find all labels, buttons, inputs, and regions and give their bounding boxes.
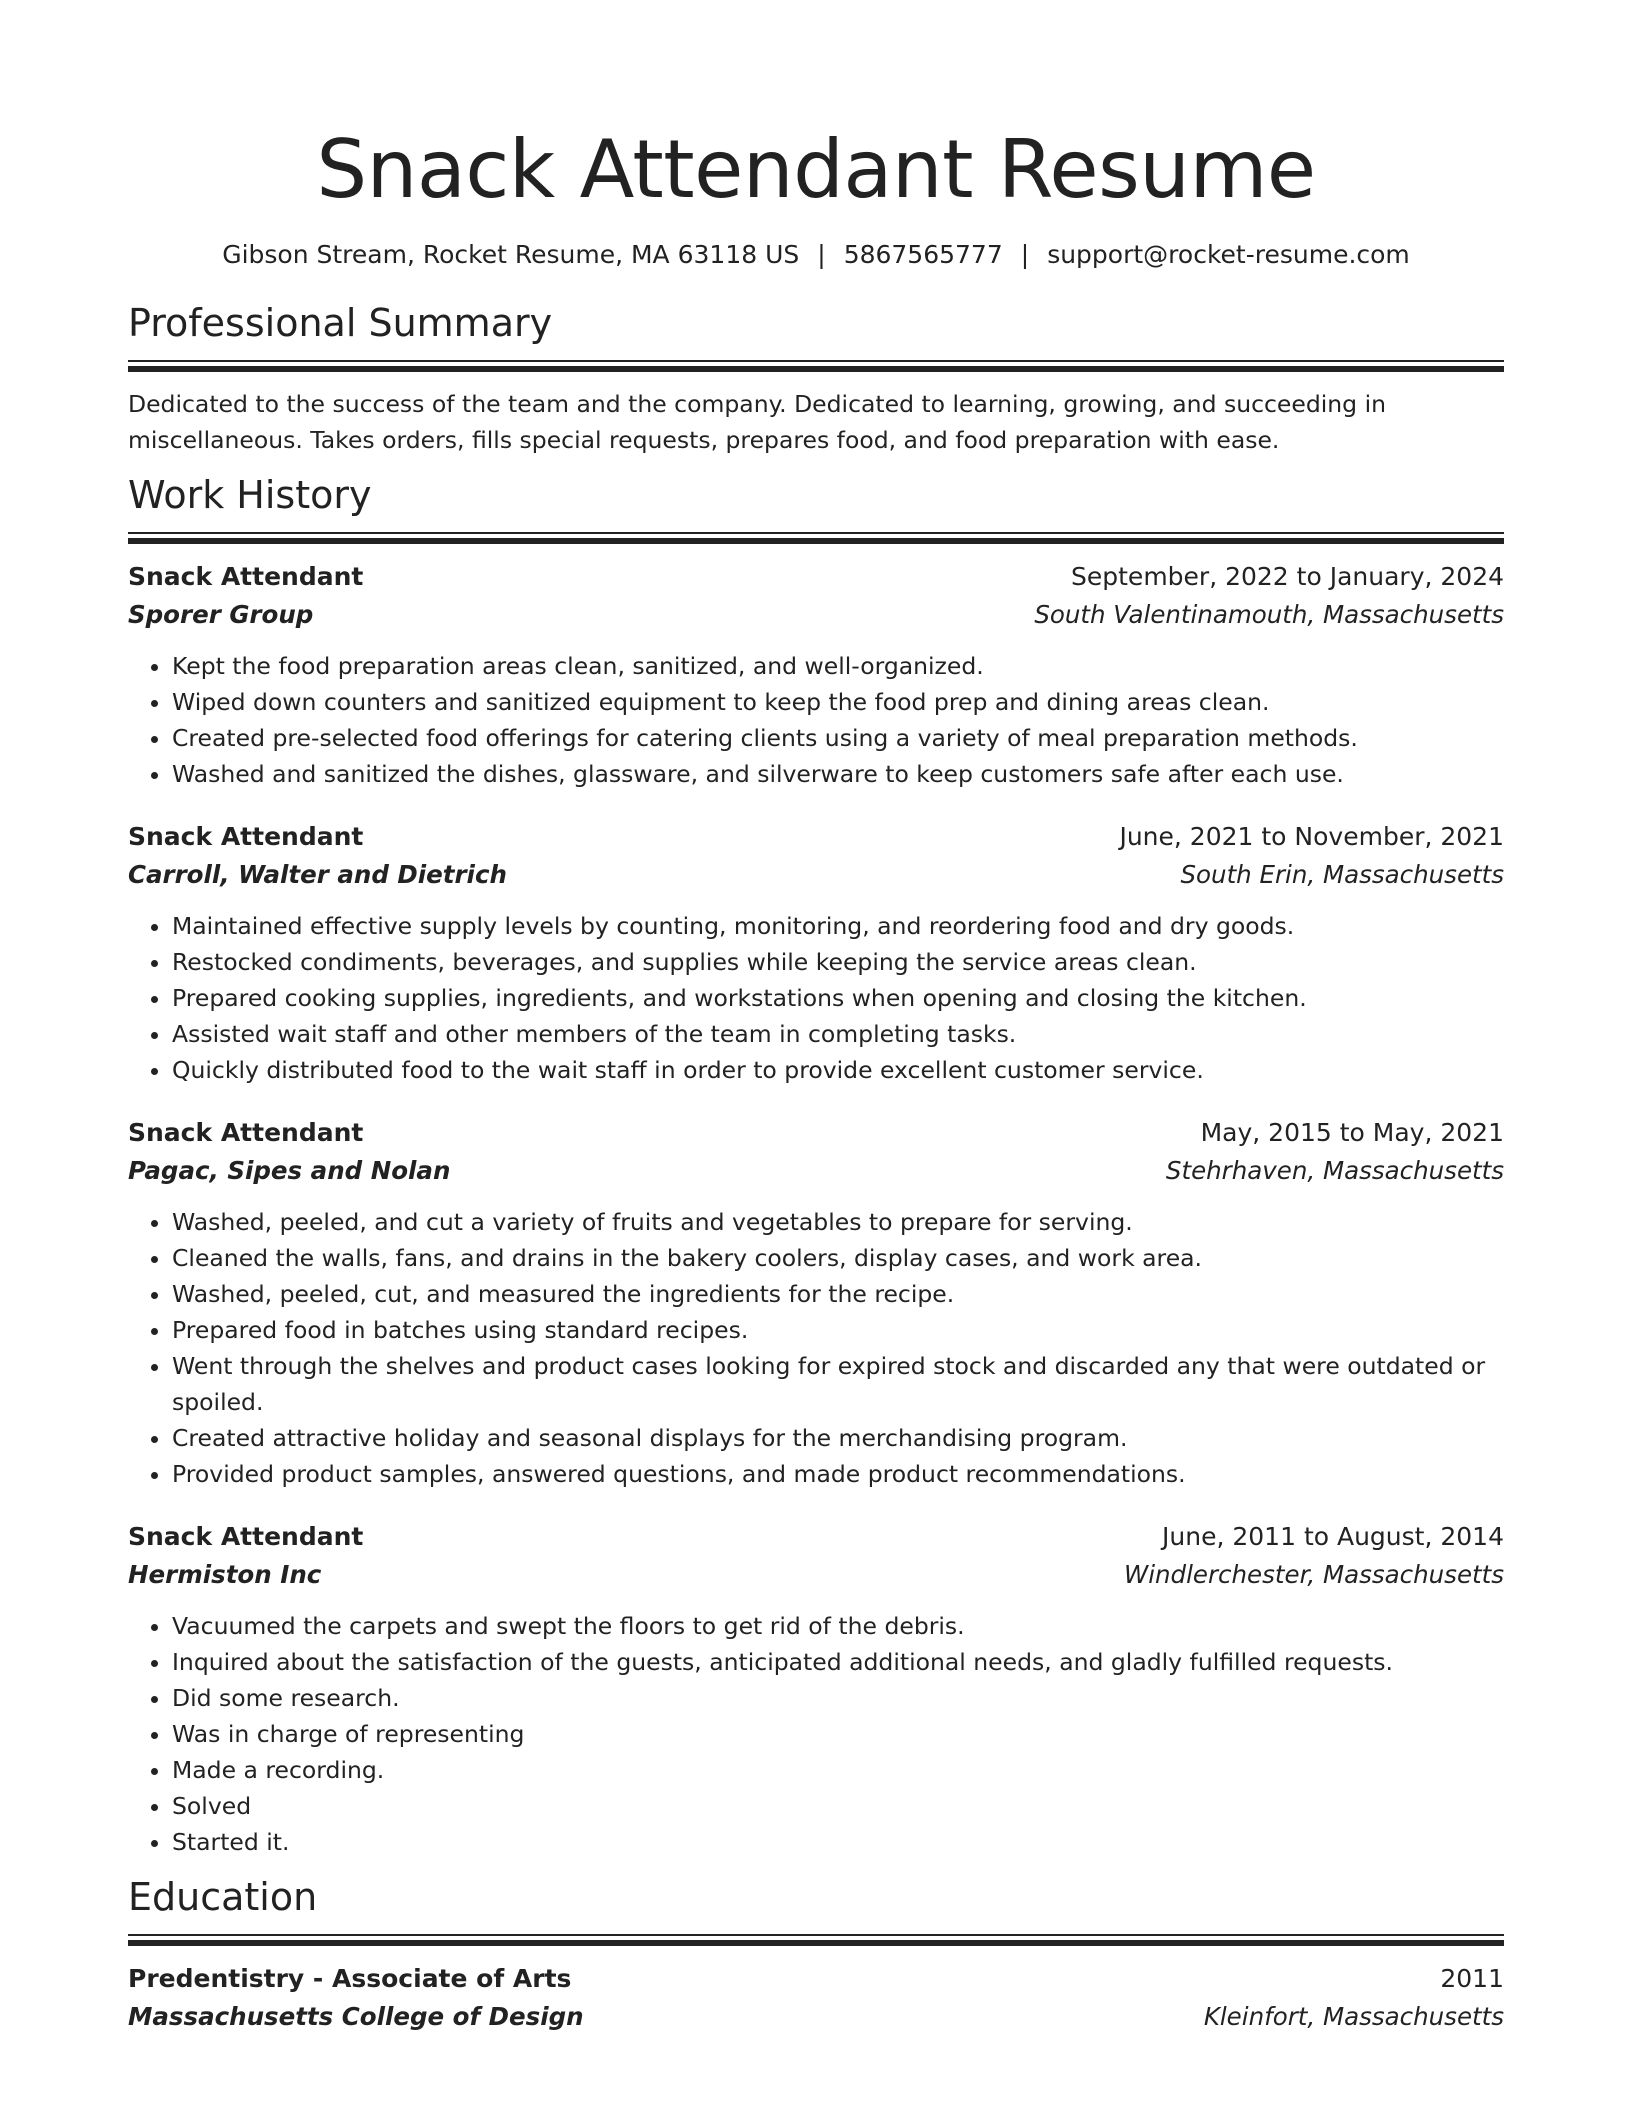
job-entry	[128, 1518, 1504, 1860]
job-list	[128, 558, 1504, 1860]
contact-separator: |	[1020, 240, 1030, 269]
job-title: Snack Attendant	[128, 822, 364, 851]
section-heading-work-history: Work History	[128, 473, 372, 517]
education-year: 2011	[1440, 1964, 1504, 1993]
section-divider	[128, 532, 1504, 544]
job-company: Hermiston Inc	[128, 1560, 322, 1589]
job-bullet: • Did some research.	[172, 1680, 1504, 1716]
section-heading-summary: Professional Summary	[128, 301, 553, 345]
job-bullet: • Prepared food in batches using standard recipes.	[172, 1312, 1504, 1348]
education-location: Kleinfort, Massachusetts	[1203, 2002, 1504, 2031]
summary-section	[128, 300, 1504, 458]
job-header-row	[128, 1518, 1504, 1556]
job-bullet: • Washed and sanitized the dishes, glassware, and silverware to keep customers safe after each use.	[172, 756, 1504, 792]
job-bullet-list	[128, 1608, 1504, 1860]
job-entry	[128, 818, 1504, 1088]
job-bullet: • Kept the food preparation areas clean, sanitized, and well-organized.	[172, 648, 1504, 684]
resume-page	[128, 0, 1504, 2036]
job-bullet-list	[128, 1204, 1504, 1492]
job-dates: May, 2015 to May, 2021	[1200, 1118, 1504, 1147]
job-entry	[128, 558, 1504, 792]
education-school: Massachusetts College of Design	[128, 2002, 584, 2031]
job-bullet: • Solved	[172, 1788, 1504, 1824]
job-company-row	[128, 1152, 1504, 1190]
job-company-row	[128, 1556, 1504, 1594]
job-dates: June, 2011 to August, 2014	[1162, 1522, 1504, 1551]
education-school-row	[128, 1998, 1504, 2036]
job-bullet: • Went through the shelves and product cases looking for expired stock and discarded any that were outdated or spoiled.	[172, 1348, 1504, 1420]
education-degree: Predentistry - Associate of Arts	[128, 1964, 572, 1993]
job-bullet: • Cleaned the walls, fans, and drains in the bakery coolers, display cases, and work area.	[172, 1240, 1504, 1276]
work-history-section	[128, 472, 1504, 1860]
contact-address: Gibson Stream, Rocket Resume, MA 63118 US	[222, 240, 800, 269]
job-bullet: • Vacuumed the carpets and swept the floors to get rid of the debris.	[172, 1608, 1504, 1644]
job-bullet: • Restocked condiments, beverages, and supplies while keeping the service areas clean.	[172, 944, 1504, 980]
job-header-row	[128, 558, 1504, 596]
job-bullet-list	[128, 648, 1504, 792]
education-entry	[128, 1960, 1504, 2036]
job-bullet: • Washed, peeled, and cut a variety of fruits and vegetables to prepare for serving.	[172, 1204, 1504, 1240]
contact-separator: |	[817, 240, 826, 269]
job-bullet: • Washed, peeled, cut, and measured the ingredients for the recipe.	[172, 1276, 1504, 1312]
section-divider	[128, 360, 1504, 372]
contact-line	[128, 238, 1504, 272]
job-location: Stehrhaven, Massachusetts	[1165, 1156, 1504, 1185]
job-bullet: • Wiped down counters and sanitized equipment to keep the food prep and dining areas clean.	[172, 684, 1504, 720]
job-location: Windlerchester, Massachusetts	[1123, 1560, 1504, 1589]
job-header-row	[128, 1114, 1504, 1152]
job-company-row	[128, 856, 1504, 894]
job-location: South Erin, Massachusetts	[1180, 860, 1504, 889]
job-title: Snack Attendant	[128, 562, 364, 591]
job-company: Sporer Group	[128, 600, 314, 629]
resume-title: Snack Attendant Resume	[316, 123, 1316, 216]
job-bullet: • Assisted wait staff and other members of the team in completing tasks.	[172, 1016, 1504, 1052]
job-bullet: • Was in charge of representing	[172, 1716, 1504, 1752]
job-title: Snack Attendant	[128, 1522, 364, 1551]
job-dates: September, 2022 to January, 2024	[1071, 562, 1504, 591]
job-company-row	[128, 596, 1504, 634]
contact-email: support@rocket-resume.com	[1047, 240, 1410, 269]
job-company: Carroll, Walter and Dietrich	[128, 860, 507, 889]
education-section	[128, 1874, 1504, 2036]
job-bullet: • Made a recording.	[172, 1752, 1504, 1788]
job-bullet: • Created pre-selected food offerings for catering clients using a variety of meal preparation methods.	[172, 720, 1504, 756]
job-bullet: • Created attractive holiday and seasonal displays for the merchandising program.	[172, 1420, 1504, 1456]
section-heading-education: Education	[128, 1875, 318, 1919]
job-company: Pagac, Sipes and Nolan	[128, 1156, 451, 1185]
contact-phone: 5867565777	[843, 240, 1003, 269]
job-bullet-list	[128, 908, 1504, 1088]
education-list	[128, 1960, 1504, 2036]
job-bullet: • Provided product samples, answered questions, and made product recommendations.	[172, 1456, 1504, 1492]
job-bullet: • Started it.	[172, 1824, 1504, 1860]
job-bullet: • Inquired about the satisfaction of the guests, anticipated additional needs, and gladly fulfilled requests.	[172, 1644, 1504, 1680]
job-entry	[128, 1114, 1504, 1492]
job-location: South Valentinamouth, Massachusetts	[1034, 600, 1504, 629]
job-title: Snack Attendant	[128, 1118, 364, 1147]
job-header-row	[128, 818, 1504, 856]
job-bullet: • Prepared cooking supplies, ingredients, and workstations when opening and closing the kitchen.	[172, 980, 1504, 1016]
education-header-row	[128, 1960, 1504, 1998]
summary-text: Dedicated to the success of the team and the company. Dedicated to learning, growing, and succeeding in miscellaneous. Takes orders, fills special requests, prepares food, and food preparation with ease.	[128, 390, 1386, 454]
job-bullet: • Quickly distributed food to the wait staff in order to provide excellent customer service.	[172, 1052, 1504, 1088]
job-dates: June, 2021 to November, 2021	[1119, 822, 1504, 851]
section-divider	[128, 1934, 1504, 1946]
job-bullet: • Maintained effective supply levels by counting, monitoring, and reordering food and dry goods.	[172, 908, 1504, 944]
